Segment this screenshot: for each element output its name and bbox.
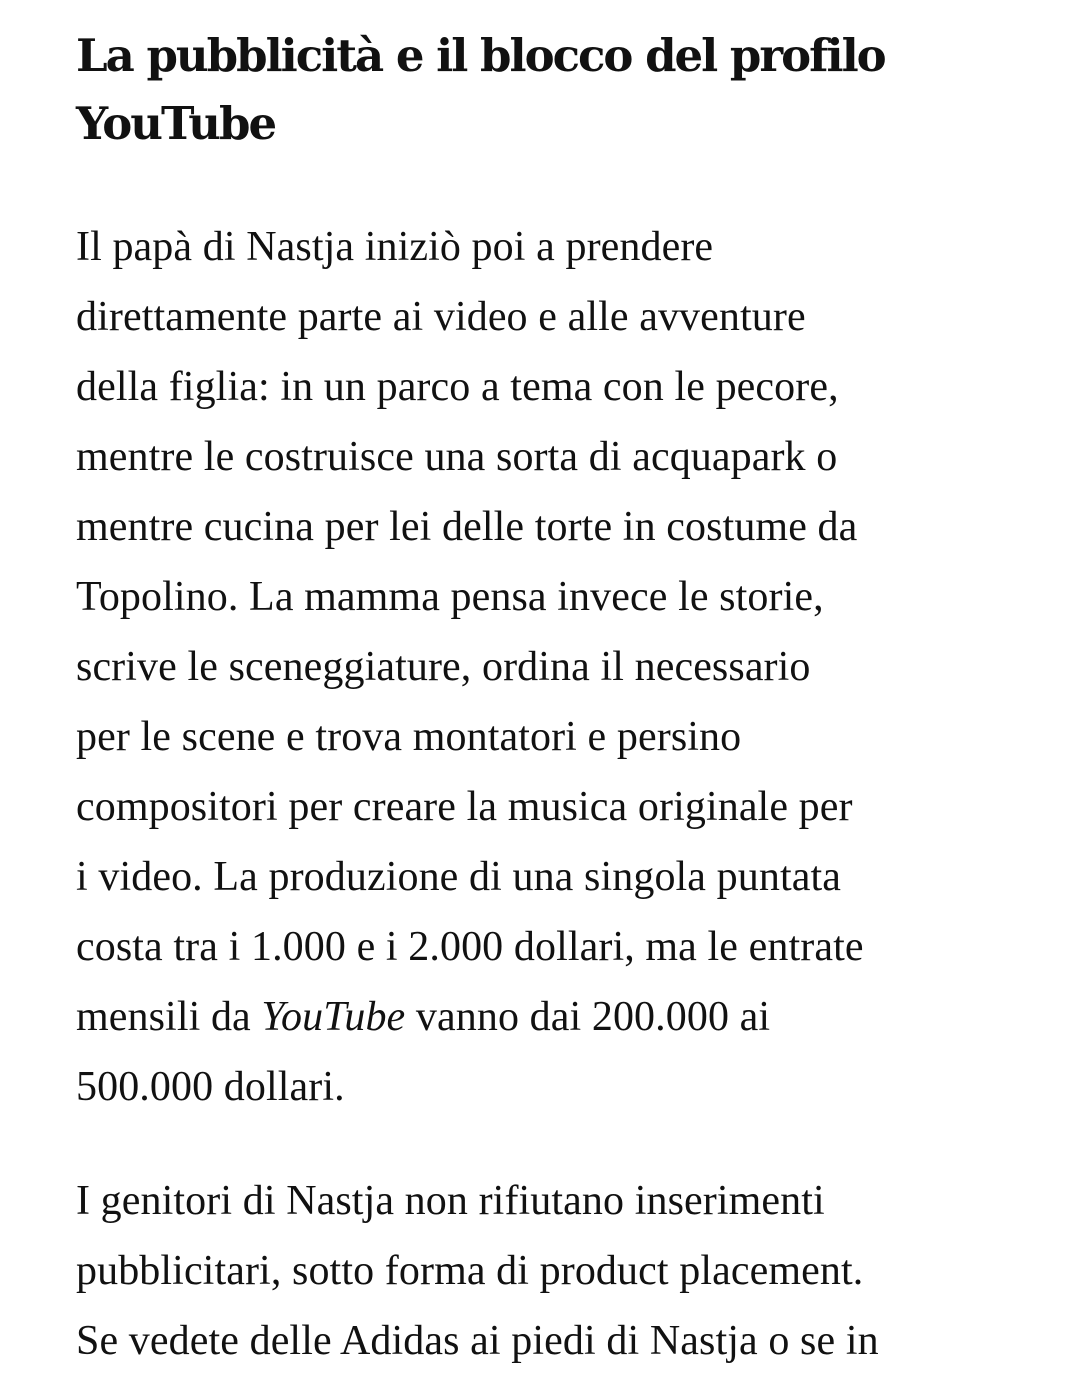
text-line: pubblicitari, sotto forma di product placement. xyxy=(76,1248,864,1294)
paragraph-2 xyxy=(76,1166,1016,1376)
text-line: i video. La produzione di una singola puntata xyxy=(76,854,841,900)
text-line: I genitori di Nastja non rifiutano inserimenti xyxy=(76,1178,825,1224)
text-line: mentre cucina per lei delle torte in costume da xyxy=(76,504,858,550)
text-line: costa tra i 1.000 e i 2.000 dollari, ma le entrate xyxy=(76,924,864,970)
text-line: direttamente parte ai video e alle avventure xyxy=(76,294,806,340)
text-line: Il papà di Nastja iniziò poi a prendere xyxy=(76,224,714,270)
heading-line: La pubblicità e il blocco del profilo xyxy=(76,29,885,82)
text-line: compositori per creare la musica originale per xyxy=(76,784,853,830)
text-line: scrive le sceneggiature, ordina il necessario xyxy=(76,644,811,690)
text-segment: vanno dai 200.000 ai xyxy=(405,994,771,1040)
article xyxy=(76,22,1016,1376)
text-line: per le scene e trova montatori e persino xyxy=(76,714,742,760)
text-line: Se vedete delle Adidas ai piedi di Nastja o se in xyxy=(76,1318,879,1364)
text-line: 500.000 dollari. xyxy=(76,1064,345,1110)
text-line: Topolino. La mamma pensa invece le storie, xyxy=(76,574,824,620)
section-heading xyxy=(76,22,1016,158)
youtube-italic-text: YouTube xyxy=(261,994,406,1040)
text-segment: mensili da xyxy=(76,994,262,1040)
paragraph-1 xyxy=(76,212,1016,1122)
text-line: della figlia: in un parco a tema con le pecore, xyxy=(76,364,839,410)
text-line xyxy=(76,982,1016,1052)
text-line: mentre le costruisce una sorta di acquapark o xyxy=(76,434,838,480)
heading-line: YouTube xyxy=(76,97,276,150)
